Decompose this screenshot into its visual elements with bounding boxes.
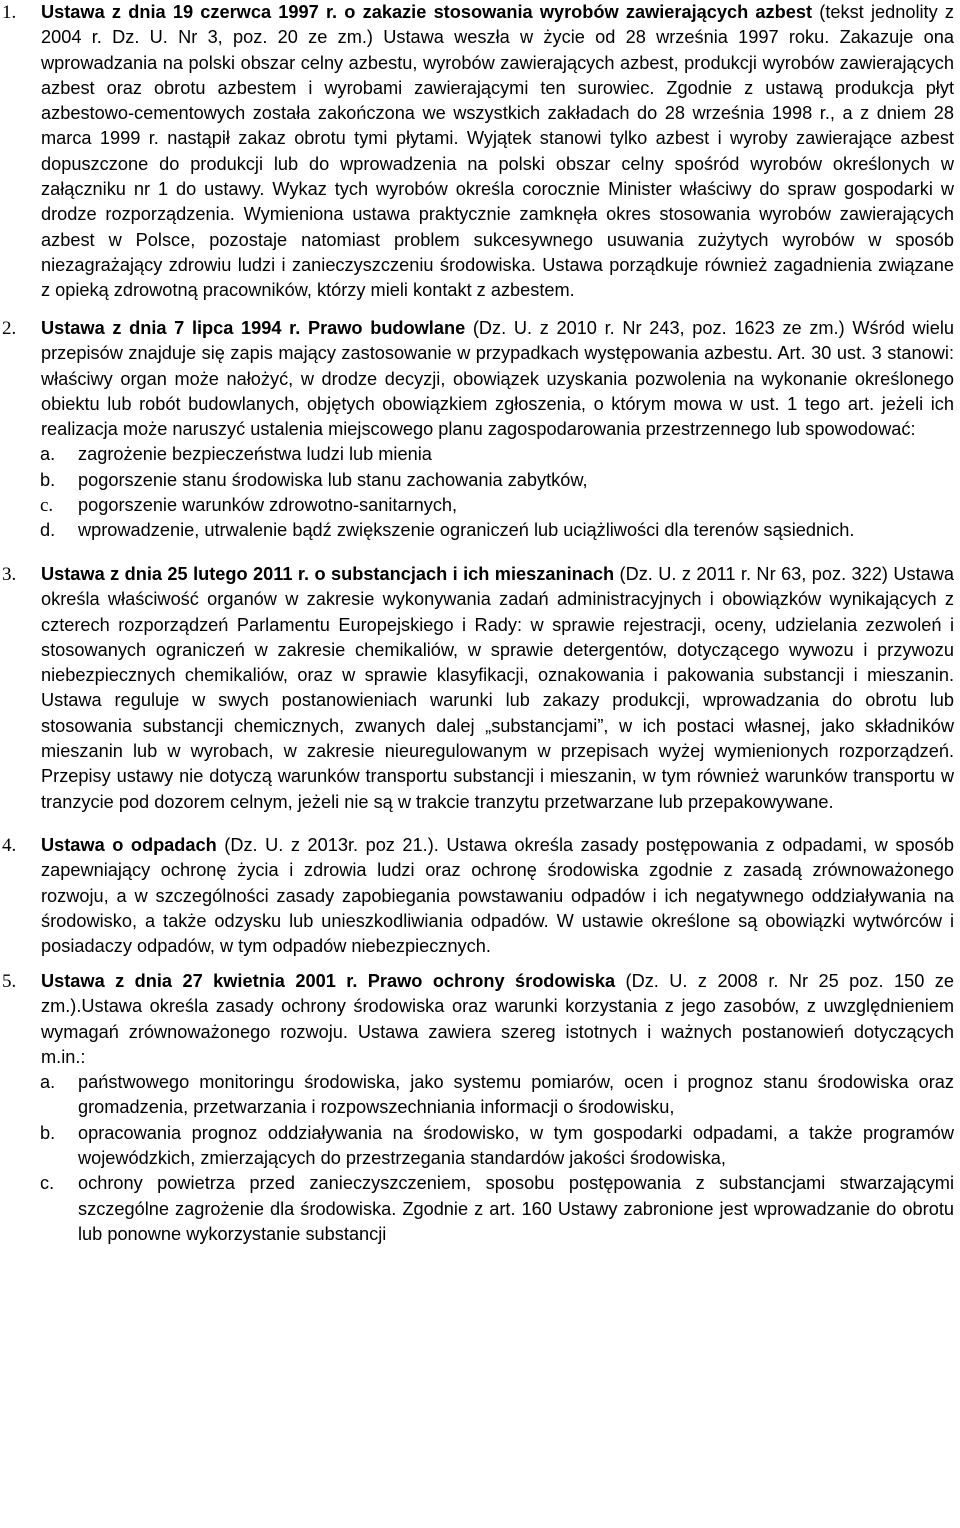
list-item-letter: b.	[40, 1122, 56, 1143]
item-title: Ustawa z dnia 27 kwietnia 2001 r. Prawo ochrony środowiska	[41, 971, 616, 991]
list-item-letter: a.	[40, 444, 56, 465]
item-text: (tekst jednolity z 2004 r. Dz. U. Nr 3, poz. 20 ze zm.) Ustawa weszła w życie od 28 września 1997 roku. Zakazuje ona wprowadzania na polski obszar celny azbestu, wyrobów zawierających azbest, produkcji wyrobów zawierających azbest oraz obrotu azbestem i wyrobami zawierającymi ten surowiec. Zgodnie z ustawą produkcja płyt azbestowo-cementowych została zakończona we wszystkich zakładach do 28 września 1998 r., a z dniem 28 marca 1999 r. nastąpił zakaz obrotu tymi płytami. Wyjątek stanowi tylko azbest i wyroby zawierające azbest dopuszczone do produkcji lub do wprowadzenia na polski obszar celny spośród wyrobów określonych w załączniku nr 1 do ustawy. Wykaz tych wyrobów określa corocznie Minister właściwy do spraw gospodarki w drodze rozporządzenia. Wymieniona ustawa praktycznie zamknęła okres stosowania wyrobów zawierających azbest w Polsce, pozostaje natomiast problem sukcesywnego usuwania zużytych wyrobów w sposób niezagrażający zdrowiu ludzi i zanieczyszczeniu środowiska. Ustawa porządkuje również zagadnienia związane z opieką zdrowotną pracowników, którzy mieli kontakt z azbestem.	[41, 2, 955, 301]
list-item-letter: c.	[40, 495, 54, 517]
item-number: 2.	[2, 318, 17, 339]
list-item	[0, 1070, 954, 1121]
item-paragraph	[41, 316, 954, 442]
list-item-text: pogorszenie stanu środowiska lub stanu zachowania zabytków,	[78, 469, 588, 490]
item-title: Ustawa z dnia 19 czerwca 1997 r. o zakazie stosowania wyrobów zawierających azbest	[41, 2, 813, 22]
item-paragraph	[41, 562, 954, 815]
item-text: (Dz. U. z 2008 r. Nr 25 poz. 150 ze zm.).Ustawa określa zasady ochrony środowiska oraz warunki korzystania z jego zasobów, z uwzględnieniem wymagań zrównoważonego rozwoju. Ustawa zawiera szereg istotnych i ważnych postanowień dotyczących m.in.:	[41, 971, 954, 1067]
list-item-letter: b.	[40, 469, 56, 490]
item-number: 5.	[2, 971, 17, 992]
item-number: 1.	[2, 2, 17, 23]
list-item	[0, 518, 954, 543]
item-paragraph	[41, 0, 954, 304]
list-item-text: państwowego monitoringu środowiska, jako systemu pomiarów, ocen i prognoz stanu środowiska oraz gromadzenia, przetwarzania i rozpowszechniania informacji o środowisku,	[78, 1072, 954, 1118]
list-item-text: zagrożenie bezpieczeństwa ludzi lub mienia	[78, 444, 432, 465]
item-paragraph	[41, 969, 954, 1070]
list-item	[0, 1121, 954, 1172]
item-paragraph	[41, 833, 954, 959]
list-item-text: opracowania prognoz oddziaływania na środowisko, w tym gospodarki odpadami, a także programów wojewódzkich, zmierzających do przestrzegania standardów jakości środowiska,	[78, 1122, 954, 1169]
list-item	[0, 468, 954, 493]
law-item-1	[0, 0, 954, 304]
list-item	[0, 442, 954, 467]
law-item-4	[0, 833, 954, 959]
sub-list	[0, 442, 954, 543]
item-text: (Dz. U. z 2013r. poz 21.). Ustawa określa zasady postępowania z odpadami, w sposób zapewniający ochronę życia i zdrowia ludzi oraz ochronę środowiska zgodnie z zasadą zrównoważonego rozwoju, a w szczególności zasady zapobiegania powstawaniu odpadów i ich negatywnego oddziaływania na środowisko, a także odzysku lub unieszkodliwiania odpadów. W ustawie określone są obowiązki wytwórców i posiadaczy odpadów, w tym odpadów niebezpiecznych.	[41, 835, 954, 957]
item-number: 3.	[2, 564, 17, 585]
sub-list	[0, 1070, 954, 1247]
list-item-letter: d.	[40, 520, 56, 541]
list-item	[0, 1171, 954, 1247]
list-item-letter: c.	[40, 1173, 55, 1194]
list-item-letter: a.	[40, 1072, 56, 1093]
item-text: (Dz. U. z 2011 r. Nr 63, poz. 322) Ustawa określa właściwość organów w zakresie wykonywania zadań administracyjnych i obowiązków wynikających z czterech rozporządzeń Parlamentu Europejskiego i Rady: w sprawie rejestracji, oceny, udzielania zezwoleń i stosowanych ograniczeń w zakresie chemikaliów, w sprawie detergentów, dotyczącego wywozu i przywozu niebezpiecznych chemikaliów, oraz w sprawie klasyfikacji, oznakowania i pakowania substancji i mieszanin. Ustawa reguluje w swych postanowieniach warunki lub zakazy produkcji, wprowadzania do obrotu lub stosowania substancji chemicznych, zwanych dalej „substancjami”, w ich postaci własnej, jako składników mieszanin lub w wyrobach, w zakresie nieuregulowanym w przepisach wyżej wymienionych rozporządzeń. Przepisy ustawy nie dotyczą warunków transportu substancji i mieszanin, w tym również warunków transportu w tranzycie pod dozorem celnym, jeżeli nie są w trakcie tranzytu przetwarzane lub przepakowywane.	[41, 564, 955, 812]
item-title: Ustawa z dnia 25 lutego 2011 r. o substancjach i ich mieszaninach	[41, 564, 615, 584]
list-item-text: pogorszenie warunków zdrowotno-sanitarnych,	[78, 495, 458, 516]
item-title: Ustawa z dnia 7 lipca 1994 r. Prawo budowlane	[41, 318, 466, 338]
item-title: Ustawa o odpadach	[41, 835, 217, 855]
item-number: 4.	[2, 835, 17, 856]
list-item-text: wprowadzenie, utrwalenie bądź zwiększenie ograniczeń lub uciążliwości dla terenów sąsiednich.	[78, 520, 855, 541]
item-text: (Dz. U. z 2010 r. Nr 243, poz. 1623 ze zm.) Wśród wielu przepisów znajduje się zapis mający zastosowanie w przypadkach występowania azbestu. Art. 30 ust. 3 stanowi: właściwy organ może nałożyć, w drodze decyzji, obowiązek uzyskania pozwolenia na wykonanie określonego obiektu lub robót budowlanych, objętych obowiązkiem zgłoszenia, o którym mowa w ust. 1 tego art. jeżeli ich realizacja może naruszyć ustalenia miejscowego planu zagospodarowania przestrzennego lub spowodować:	[41, 318, 954, 440]
law-item-3	[0, 562, 954, 815]
list-item-text: ochrony powietrza przed zanieczyszczeniem, sposobu postępowania z substancjami stwarzającymi szczególne zagrożenie dla środowiska. Zgodnie z art. 160 Ustawy zabronione jest wprowadzanie do obrotu lub ponowne wykorzystanie substancji	[78, 1173, 954, 1244]
law-item-5	[0, 969, 954, 1247]
law-item-2	[0, 316, 954, 544]
list-item	[0, 493, 954, 518]
